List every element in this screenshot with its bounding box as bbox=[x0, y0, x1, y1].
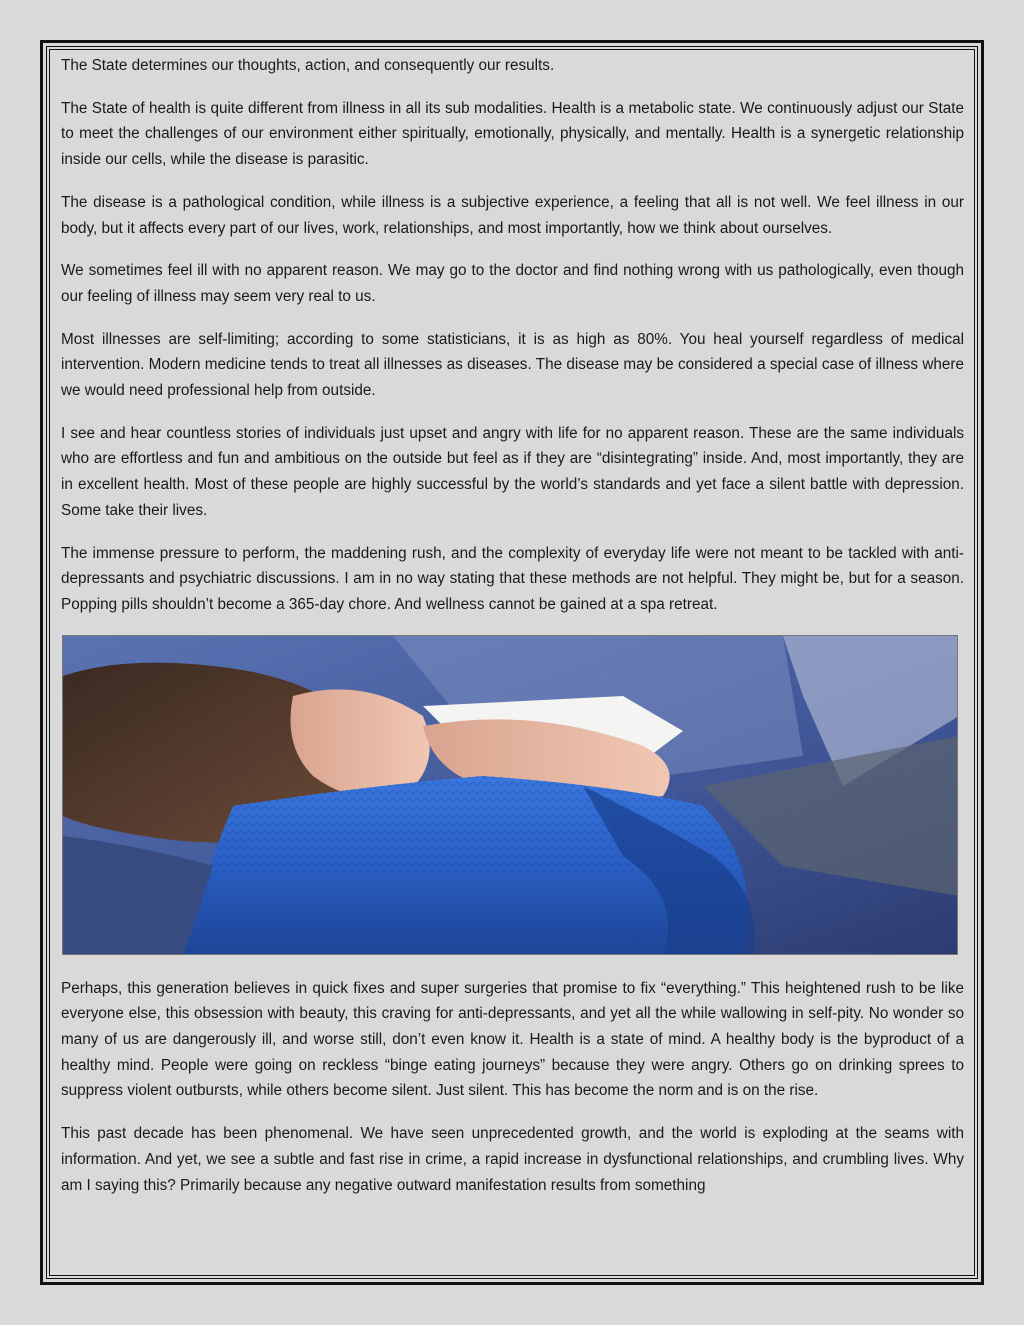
paragraph-6: I see and hear countless stories of individuals just upset and angry with life for no apparent reason. These are the same individuals who are effortless and fun and ambitious on the outside but feel as if they are “disintegrating” inside. And, most importantly, they are in excellent health. Most of these people are highly successful by the world’s standards and yet face a silent battle with depression. Some take their lives. bbox=[61, 424, 964, 519]
paragraph-1: The State determines our thoughts, action, and consequently our results. bbox=[61, 57, 555, 74]
paragraph-5: Most illnesses are self-limiting; according to some statisticians, it is as high as 80%. You heal yourself regardless of medical intervention. Modern medicine tends to treat all illnesses as diseases. The disease may be considered a special case of illness where we would need professional help from outside. bbox=[61, 330, 964, 400]
paragraph-9: This past decade has been phenomenal. We have seen unprecedented growth, and the world is exploding at the seams with information. And yet, we see a subtle and fast rise in crime, a rapid increase in dysfunctional relationships, and crumbling lives. Why am I saying this? Primarily because any negative outward manifestation results from something bbox=[61, 1125, 964, 1194]
article-body bbox=[61, 53, 964, 1276]
paragraph-2: The State of health is quite different from illness in all its sub modalities. Health is a metabolic state. We continuously adjust our State to meet the challenges of our environment either spiritually, emotionally, physically, and mentally. Health is a synergetic relationship inside our cells, while the disease is parasitic. bbox=[61, 99, 964, 169]
photo-illustration bbox=[63, 636, 958, 955]
paragraph-3: The disease is a pathological condition, while illness is a subjective experience, a feeling that all is not well. We feel illness in our body, but it affects every part of our lives, work, relationships, and most importantly, how we think about ourselves. bbox=[61, 193, 964, 237]
paragraph-8: Perhaps, this generation believes in quick fixes and super surgeries that promise to fix “everything.” This heightened rush to be like everyone else, this obsession with beauty, this craving for anti-depressants, and yet all the while wallowing in self-pity. No wonder so many of us are dangerously ill, and worse still, don’t even know it. Health is a state of mind. A healthy body is the byproduct of a healthy mind. People were going on reckless “binge eating journeys” because they were angry. Others go on drinking sprees to suppress violent outbursts, while others become silent. Just silent. This has become the norm and is on the rise. bbox=[61, 979, 964, 1100]
paragraph-4: We sometimes feel ill with no apparent reason. We may go to the doctor and find nothing wrong with us pathologically, even though our feeling of illness may seem very real to us. bbox=[61, 262, 964, 305]
paragraph-7: The immense pressure to perform, the maddening rush, and the complexity of everyday life were not meant to be tackled with anti-depressants and psychiatric discussions. I am in no way stating that these methods are not helpful. They might be, but for a season. Popping pills shouldn’t become a 365-day chore. And wellness cannot be gained at a spa retreat. bbox=[61, 544, 964, 613]
photo-woman-blowing-nose bbox=[62, 635, 958, 955]
